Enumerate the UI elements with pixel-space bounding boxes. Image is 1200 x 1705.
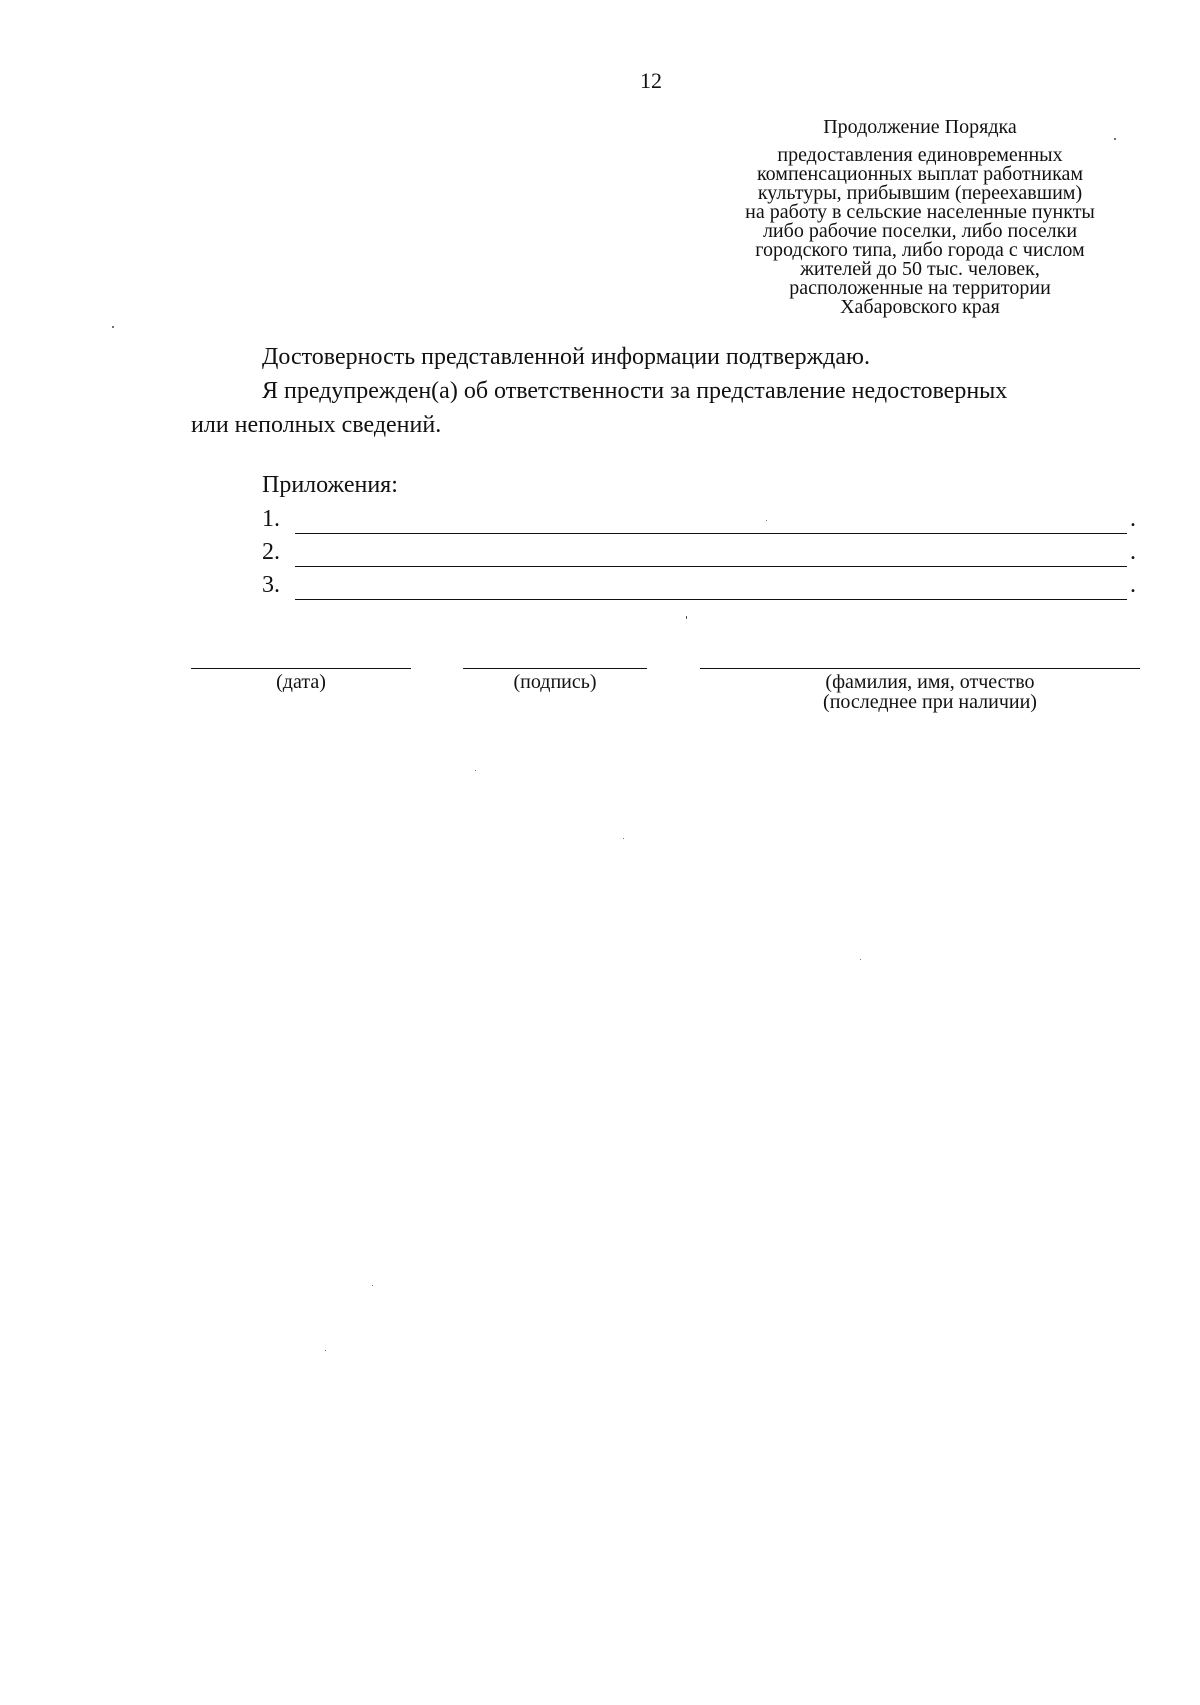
- header-line: либо рабочие поселки, либо поселки: [762, 220, 1078, 242]
- attachment-blank-line[interactable]: [295, 533, 1127, 534]
- attachment-number: 1.: [262, 506, 280, 532]
- attachments-title: Приложения:: [262, 472, 398, 498]
- attachment-item-1: [262, 506, 1142, 536]
- scan-speck: [112, 326, 114, 328]
- attachment-end-period: .: [1130, 572, 1136, 598]
- scan-speck: [766, 520, 767, 521]
- confirmation-text: Достоверность представленной информации подтверждаю.: [262, 344, 870, 370]
- header-title: Продолжение Порядка: [823, 116, 1017, 138]
- attachment-blank-line[interactable]: [295, 566, 1127, 567]
- scan-speck: [372, 1285, 373, 1286]
- date-caption: (дата): [276, 671, 326, 693]
- header-line: на работу в сельские населенные пункты: [745, 201, 1095, 223]
- warning-text-line-2: или неполных сведений.: [191, 412, 442, 438]
- header-line: расположенные на территории: [789, 277, 1051, 299]
- attachment-end-period: .: [1130, 539, 1136, 565]
- attachment-item-2: [262, 539, 1142, 569]
- scan-speck: [860, 959, 861, 960]
- header-line: Хабаровского края: [840, 296, 1000, 318]
- scan-speck: [623, 838, 624, 839]
- page-number: 12: [640, 68, 662, 93]
- full-name-blank-line[interactable]: [700, 668, 1140, 669]
- attachment-end-period: .: [1130, 506, 1136, 532]
- warning-text-line-1: Я предупрежден(а) об ответственности за представление недостоверных: [262, 378, 1008, 404]
- scan-speck: [1114, 138, 1116, 140]
- scan-speck: [325, 1350, 326, 1351]
- attachment-item-3: [262, 572, 1142, 602]
- full-name-caption: [760, 672, 1100, 712]
- signature-caption: (подпись): [513, 671, 597, 693]
- attachment-number: 3.: [262, 572, 280, 598]
- header-line: культуры, прибывшим (переехавшим): [757, 182, 1083, 204]
- header-line: городского типа, либо города с числом: [755, 239, 1085, 261]
- attachment-number: 2.: [262, 539, 280, 565]
- full-name-caption-line-2: (последнее при наличии): [823, 691, 1037, 713]
- date-blank-line[interactable]: [191, 668, 411, 669]
- scan-speck: [475, 770, 476, 771]
- full-name-caption-line-1: (фамилия, имя, отчество: [825, 671, 1035, 693]
- header-line: компенсационных выплат работникам: [756, 163, 1084, 185]
- header-line: предоставления единовременных: [777, 144, 1063, 166]
- header-line: жителей до 50 тыс. человек,: [800, 258, 1040, 280]
- attachment-blank-line[interactable]: [295, 599, 1127, 600]
- scan-speck: [686, 616, 687, 619]
- signature-blank-line[interactable]: [463, 668, 647, 669]
- document-header: [690, 118, 1150, 317]
